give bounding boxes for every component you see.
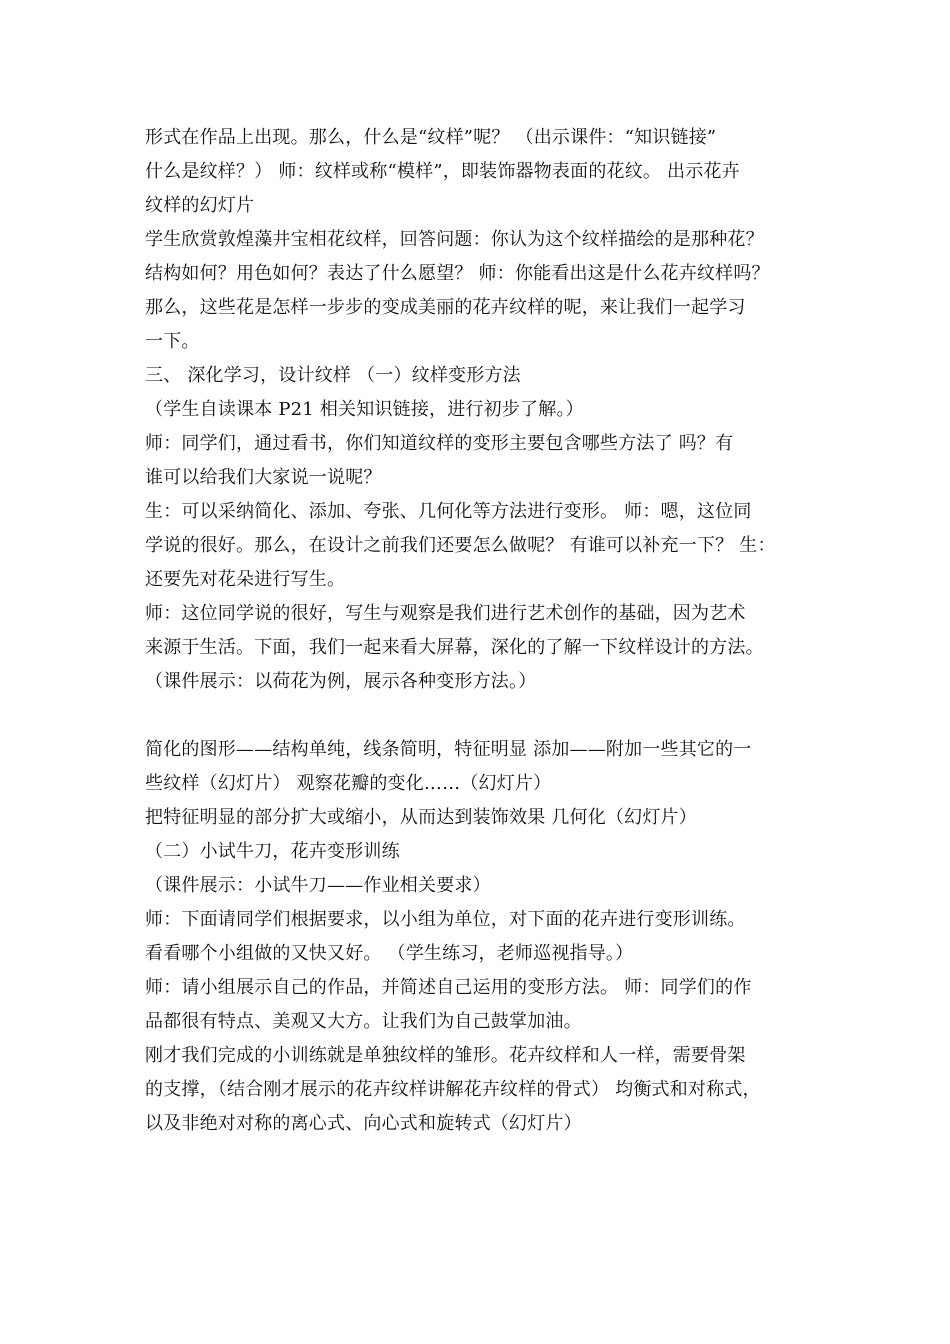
text-line: 学说的很好。那么，在设计之前我们还要怎么做呢？ 有谁可以补充一下？ 生： (145, 535, 776, 556)
text-line: 什么是纹样？） 师：纹样或称“模样”，即装饰器物表面的花纹。 出示花卉 (145, 161, 740, 182)
text-line: 结构如何？用色如何？表达了什么愿望？ 师：你能看出这是什么花卉纹样吗？ (145, 263, 770, 284)
text-line: 师：请小组展示自己的作品，并简述自己运用的变形方法。 师：同学们的作 (145, 977, 752, 998)
text-line: 看看哪个小组做的又快又好。 （学生练习，老师巡视指导。） (145, 943, 634, 964)
text-line: 刚才我们完成的小训练就是单独纹样的雏形。花卉纹样和人一样，需要骨架 (145, 1045, 746, 1066)
text-line: 的支撑，（结合刚才展示的花卉纹样讲解花卉纹样的骨式） 均衡式和对称式， (145, 1079, 761, 1100)
text-line: 生：可以采纳简化、添加、夸张、几何化等方法进行变形。 师：嗯，这位同 (145, 501, 752, 522)
text-line: （课件展示：以荷花为例，展示各种变形方法。） (145, 671, 537, 692)
text-line: 把特征明显的部分扩大或缩小，从而达到装饰效果 几何化（幻灯片） (145, 807, 697, 828)
text-line: 简化的图形——结构单纯，线条简明，特征明显 添加——附加一些其它的一 (145, 739, 752, 760)
section-heading: 三、 深化学习，设计纹样 （一）纹样变形方法 (145, 365, 521, 386)
text-line: 还要先对花朵进行写生。 (145, 569, 346, 590)
document-body (145, 121, 810, 1141)
subsection-heading: （二）小试牛刀，花卉变形训练 (145, 841, 400, 862)
text-line: 以及非绝对对称的离心式、向心式和旋转式（幻灯片） (145, 1113, 582, 1134)
text-line: 学生欣赏敦煌藻井宝相花纹样，回答问题：你认为这个纹样描绘的是那种花？ (145, 229, 764, 250)
text-line: 些纹样（幻灯片） 观察花瓣的变化……（幻灯片） (145, 773, 552, 794)
text-line: 师：同学们，通过看书，你们知道纹样的变形主要包含哪些方法了 吗？有 (145, 433, 734, 454)
text-line: 一下。 (145, 331, 200, 352)
blank-line (145, 699, 810, 733)
text-line: 谁可以给我们大家说一说呢？ (145, 467, 382, 488)
text-line: 形式在作品上出现。那么，什么是“纹样”呢？ （出示课件：“知识链接” (145, 127, 717, 148)
text-line: 纹样的幻灯片 (145, 195, 255, 216)
text-line: 来源于生活。下面，我们一起来看大屏幕，深化的了解一下纹样设计的方法。 (145, 637, 764, 658)
text-line: 那么，这些花是怎样一步步的变成美丽的花卉纹样的呢，来让我们一起学习 (145, 297, 746, 318)
text-line: 品都很有特点、美观又大方。让我们为自己鼓掌加油。 (145, 1011, 582, 1032)
text-line: 师：下面请同学们根据要求，以小组为单位，对下面的花卉进行变形训练。 (145, 909, 746, 930)
text-line: 师：这位同学说的很好，写生与观察是我们进行艺术创作的基础，因为艺术 (145, 603, 746, 624)
text-line: （课件展示：小试牛刀——作业相关要求） (145, 875, 491, 896)
text-line: （学生自读课本 P21 相关知识链接，进行初步了解。） (145, 399, 584, 420)
